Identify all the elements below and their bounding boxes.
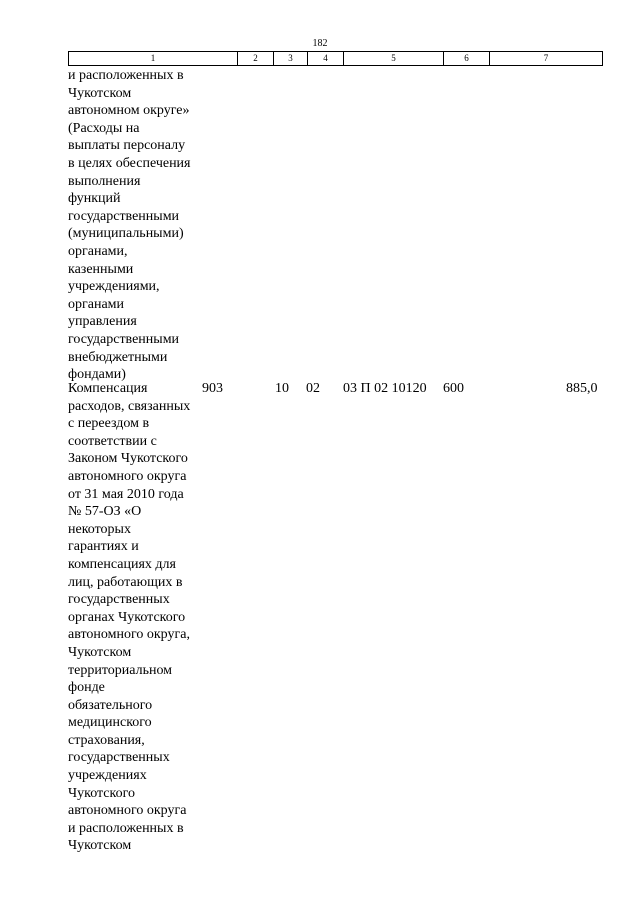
description-line: Чукотском bbox=[68, 644, 132, 660]
continued-row-description bbox=[68, 67, 208, 384]
description-line: учреждениями, bbox=[68, 279, 160, 295]
expense-type-code: 600 bbox=[443, 381, 464, 396]
description-line: фонде bbox=[68, 680, 105, 696]
description-line: Чукотском bbox=[68, 838, 132, 854]
description-line: автономного округа bbox=[68, 468, 187, 484]
row-description bbox=[68, 380, 208, 855]
description-line: расходов, связанных bbox=[68, 398, 191, 414]
ministry-code: 903 bbox=[202, 381, 223, 396]
column-header-4: 4 bbox=[308, 52, 344, 66]
target-article-code: 03 П 02 10120 bbox=[343, 381, 427, 396]
description-line: Законом Чукотского bbox=[68, 451, 188, 467]
column-header-1: 1 bbox=[69, 52, 238, 66]
description-line: государственных bbox=[68, 592, 170, 608]
description-line: государственными bbox=[68, 208, 180, 224]
description-line: государственными bbox=[68, 331, 180, 347]
description-line: в целях обеспечения bbox=[68, 155, 191, 171]
description-line: компенсациях для bbox=[68, 556, 176, 572]
description-line: соответствии с bbox=[68, 433, 157, 449]
description-line: с переездом в bbox=[68, 416, 150, 432]
description-line: гарантиях и bbox=[68, 539, 139, 555]
description-line: территориальном bbox=[68, 662, 173, 678]
description-line: от 31 мая 2010 года bbox=[68, 486, 184, 502]
description-line: Компенсация bbox=[68, 381, 148, 396]
description-line: (муниципальными) bbox=[68, 226, 184, 242]
description-line: органами bbox=[68, 296, 125, 312]
description-line: функций bbox=[68, 191, 121, 207]
description-line: обязательного bbox=[68, 697, 153, 713]
column-header-3: 3 bbox=[274, 52, 308, 66]
column-header-6: 6 bbox=[444, 52, 490, 66]
description-line: (Расходы на bbox=[68, 120, 140, 136]
description-line: Чукотского bbox=[68, 785, 135, 801]
description-line: некоторых bbox=[68, 521, 131, 537]
page-number: 182 bbox=[312, 38, 328, 49]
description-line: и расположенных в bbox=[68, 68, 184, 83]
description-line: автономном округе» bbox=[68, 103, 190, 119]
description-line: органах Чукотского bbox=[68, 609, 186, 625]
description-line: № 57-ОЗ «О bbox=[68, 504, 142, 520]
description-line: органами, bbox=[68, 243, 128, 259]
column-header-5: 5 bbox=[344, 52, 444, 66]
description-line: внебюджетными bbox=[68, 349, 168, 365]
description-line: Чукотском bbox=[68, 85, 132, 101]
description-line: и расположенных в bbox=[68, 820, 184, 836]
description-line: выплаты персоналу bbox=[68, 138, 186, 154]
description-line: учреждениях bbox=[68, 768, 147, 784]
description-line: лиц, работающих в bbox=[68, 574, 183, 590]
description-line: страхования, bbox=[68, 732, 145, 748]
description-line: государственных bbox=[68, 750, 170, 766]
column-header-7: 7 bbox=[490, 52, 603, 66]
description-line: фондами) bbox=[68, 367, 126, 383]
description-line: автономного округа, bbox=[68, 627, 190, 643]
amount-value: 885,0 bbox=[566, 381, 598, 396]
subsection-code: 02 bbox=[306, 381, 320, 396]
description-line: управления bbox=[68, 314, 137, 330]
column-header-row bbox=[68, 51, 603, 66]
description-line: медицинского bbox=[68, 715, 152, 731]
column-header-2: 2 bbox=[238, 52, 274, 66]
description-line: казенными bbox=[68, 261, 134, 277]
section-code: 10 bbox=[275, 381, 289, 396]
description-line: автономного округа bbox=[68, 803, 187, 819]
description-line: выполнения bbox=[68, 173, 141, 189]
